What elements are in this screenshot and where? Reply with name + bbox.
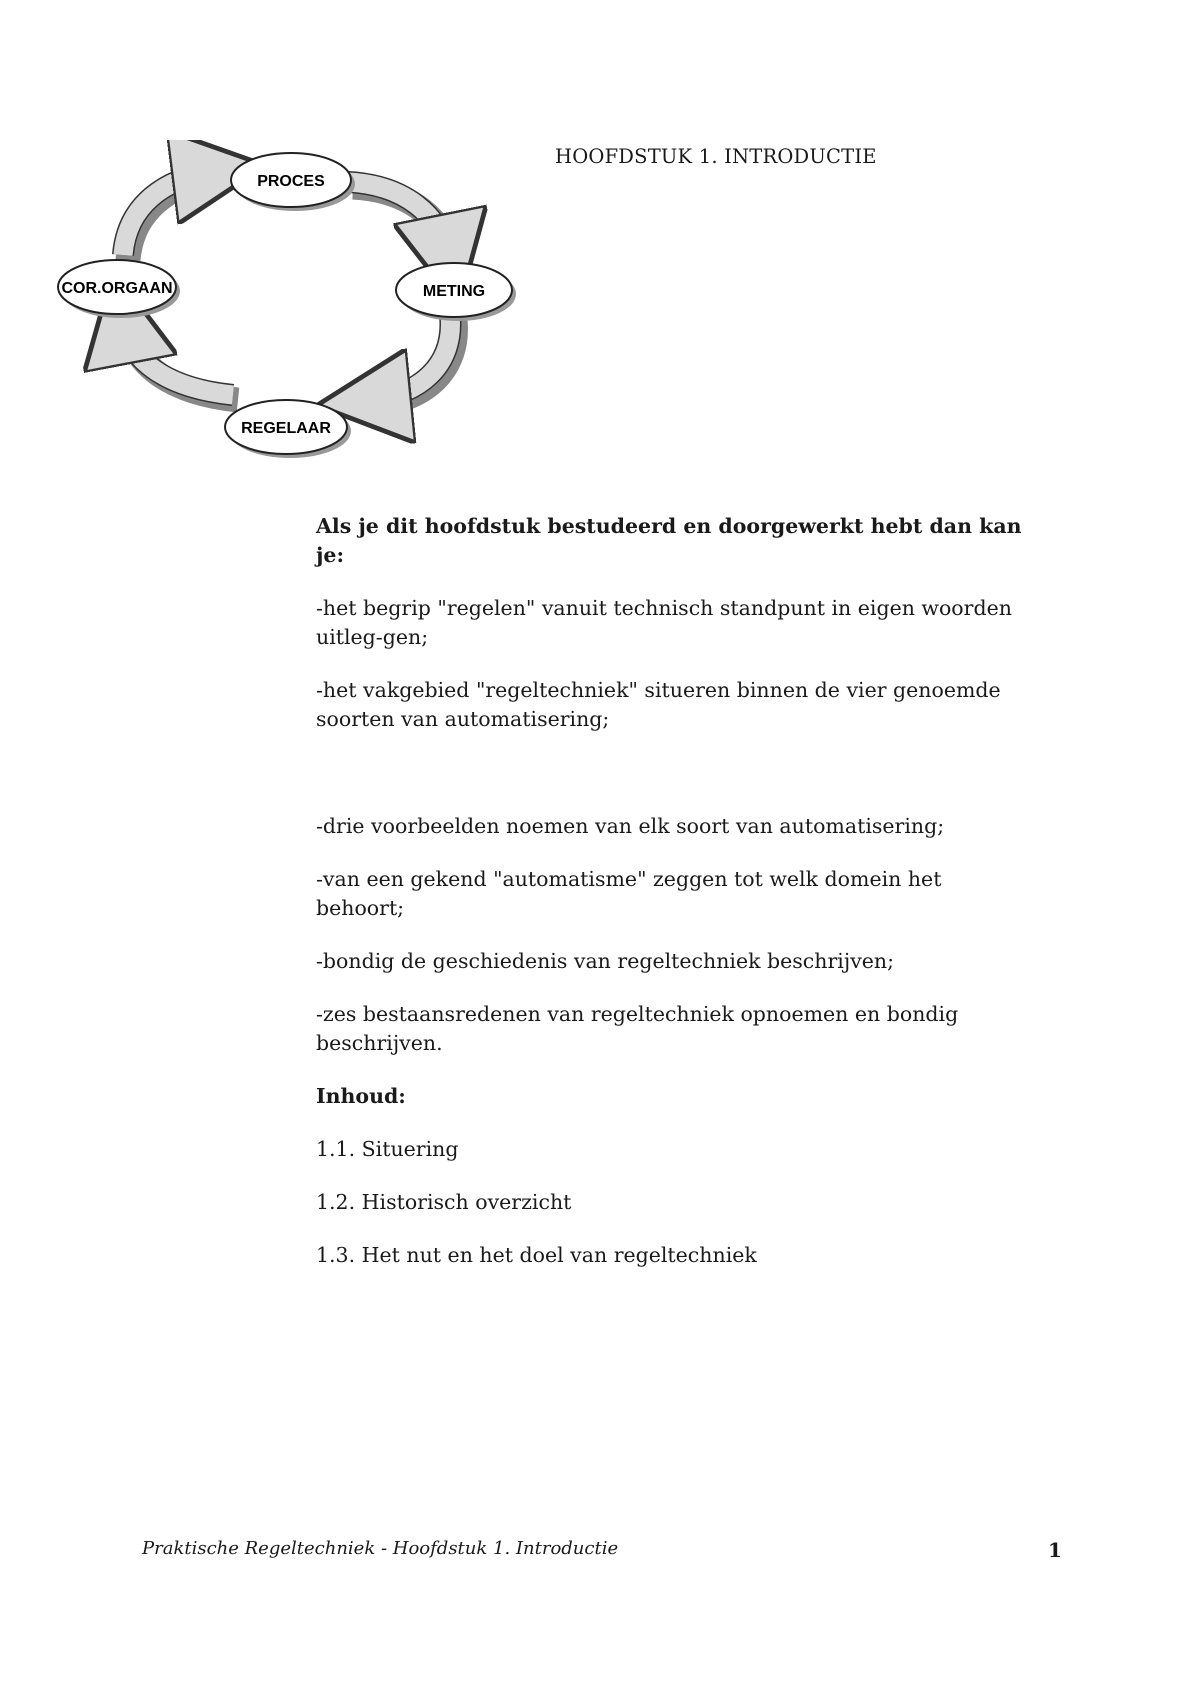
node-label-cororgaan: COR.ORGAAN — [61, 280, 173, 297]
objective-item: -zes bestaansredenen van regeltechniek opnoemen en bondig beschrijven. — [316, 1002, 959, 1055]
node-label-meting: METING — [422, 283, 486, 300]
arrow-proces-to-meting — [348, 182, 453, 260]
chapter-body — [316, 512, 1036, 1294]
arrow-regelaar-to-cororgaan — [123, 323, 238, 400]
contents-item: 1.3. Het nut en het doel van regeltechniek — [316, 1243, 757, 1267]
node-label-proces: PROCES — [257, 173, 325, 190]
contents-item: 1.1. Situering — [316, 1137, 459, 1161]
arrow-meting-to-regelaar — [370, 315, 455, 405]
contents-item: 1.2. Historisch overzicht — [316, 1190, 572, 1214]
node-cororgaan — [58, 260, 180, 318]
arrow-cororgaan-to-proces — [123, 172, 218, 260]
objective-item: -het begrip "regelen" vanuit technisch standpunt in eigen woorden uitleg-gen; — [316, 596, 1012, 649]
objective-item: -drie voorbeelden noemen van elk soort van automatisering; — [316, 814, 945, 838]
node-proces — [231, 153, 355, 211]
objective-item: -van een gekend "automatisme" zeggen tot welk domein het behoort; — [316, 867, 942, 920]
control-loop-diagram — [55, 140, 535, 470]
spacer — [316, 758, 1036, 812]
footer-text: Praktische Regeltechniek - Hoofdstuk 1. Introductie — [142, 1538, 619, 1559]
contents-heading: Inhoud: — [316, 1084, 406, 1108]
chapter-title: HOOFDSTUK 1. INTRODUCTIE — [555, 145, 877, 168]
objective-item: -het vakgebied "regeltechniek" situeren binnen de vier genoemde soorten van automatisering; — [316, 678, 1001, 731]
objective-item: -bondig de geschiedenis van regeltechniek beschrijven; — [316, 949, 895, 973]
objectives-intro: Als je dit hoofdstuk bestudeerd en doorgewerkt hebt dan kan je: — [316, 514, 1022, 567]
node-regelaar — [225, 400, 351, 458]
node-label-regelaar: REGELAAR — [241, 420, 331, 437]
node-meting — [396, 263, 516, 321]
page-number: 1 — [1048, 1538, 1062, 1562]
